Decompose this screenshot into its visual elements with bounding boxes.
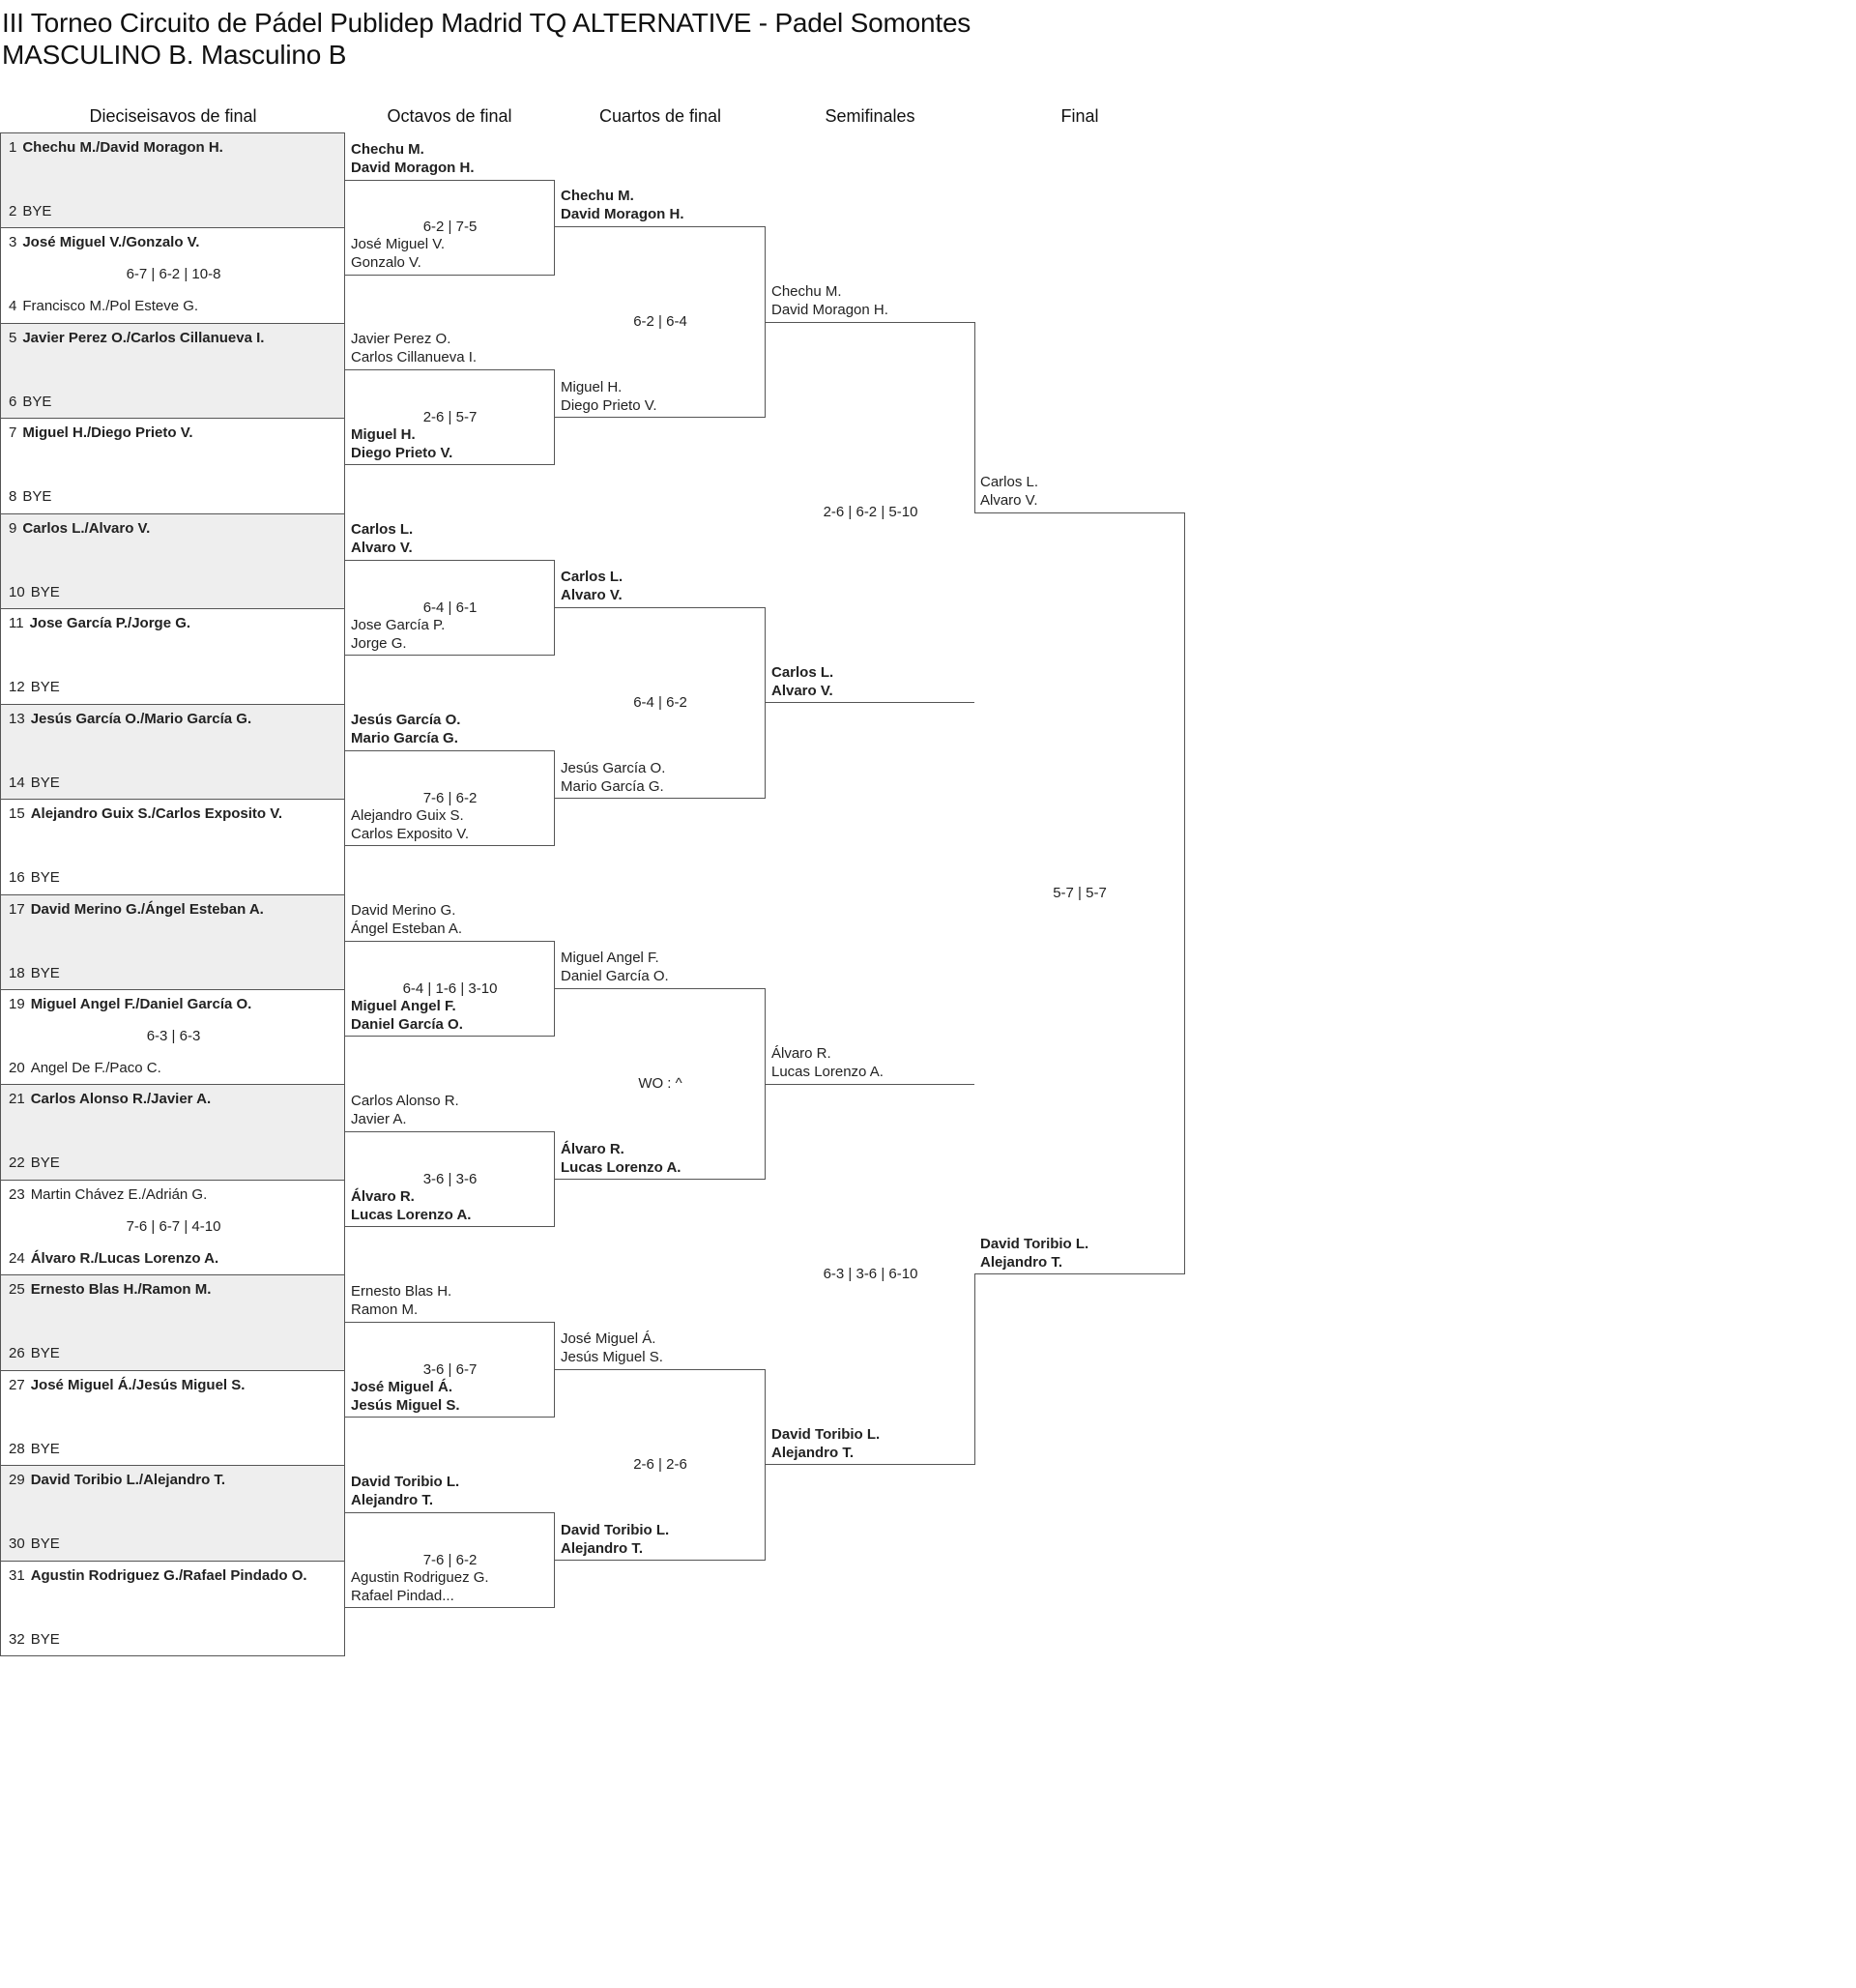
match-score: 3-6 | 3-6 (422, 1171, 478, 1187)
team-name: BYE (30, 869, 60, 886)
team-row[interactable] (9, 1060, 161, 1076)
team-name: Angel De F./Paco C. (30, 1060, 161, 1076)
team-name: BYE (30, 1535, 60, 1552)
team-name: David Toribio L./Alejandro T. (30, 1472, 226, 1488)
team-row[interactable] (9, 394, 51, 410)
player-name: Alejandro T. (980, 1254, 1063, 1271)
team-name: BYE (30, 1631, 60, 1648)
team-entry[interactable] (351, 1282, 451, 1319)
player-name: Miguel Angel F. (351, 998, 456, 1014)
match-score: 5-7 | 5-7 (1053, 885, 1107, 901)
team-entry[interactable] (351, 1378, 460, 1415)
match-r32[interactable] (0, 894, 345, 990)
team-row[interactable] (9, 1281, 211, 1298)
match-score: 7-6 | 6-2 (422, 790, 478, 806)
player-name: Alvaro V. (980, 492, 1038, 509)
team-name: Francisco M./Pol Esteve G. (22, 298, 199, 314)
match-r32[interactable] (0, 1370, 345, 1466)
match-score: 7-6 | 6-2 (422, 1552, 478, 1568)
player-name: Alejandro T. (351, 1492, 434, 1508)
player-name: David Toribio L. (980, 1236, 1089, 1252)
team-name: José Miguel V./Gonzalo V. (22, 234, 200, 250)
seed-number: 6 (9, 394, 17, 410)
team-row[interactable] (9, 488, 51, 505)
player-name: Ernesto Blas H. (351, 1283, 452, 1300)
team-name: Carlos L./Alvaro V. (22, 520, 151, 537)
seed-number: 19 (9, 996, 25, 1012)
team-row[interactable] (9, 615, 190, 631)
match-r32[interactable] (0, 799, 345, 895)
player-name: Miguel H. (351, 426, 416, 443)
team-entry[interactable] (771, 1425, 880, 1462)
player-name: Gonzalo V. (351, 254, 421, 271)
match-score: 2-6 | 5-7 (422, 409, 478, 425)
player-name: David Toribio L. (351, 1474, 460, 1490)
player-name: David Moragon H. (351, 160, 475, 176)
team-entry[interactable] (351, 330, 477, 366)
team-name: BYE (30, 775, 60, 791)
match-r32[interactable] (0, 704, 345, 800)
team-row[interactable] (9, 965, 60, 981)
team-entry[interactable] (561, 1330, 663, 1366)
player-name: Alejandro T. (771, 1445, 855, 1461)
player-name: Carlos L. (561, 569, 624, 585)
team-entry[interactable] (351, 235, 445, 272)
seed-number: 2 (9, 203, 17, 219)
player-name: Carlos Alonso R. (351, 1093, 459, 1109)
match-score: 6-2 | 7-5 (422, 219, 478, 235)
player-name: Jesús Miguel S. (561, 1349, 663, 1365)
team-entry[interactable] (351, 616, 445, 653)
seed-number: 23 (9, 1186, 25, 1203)
match-r32[interactable] (0, 418, 345, 514)
player-name: Alvaro V. (771, 683, 833, 699)
team-name: Ernesto Blas H./Ramon M. (30, 1281, 212, 1298)
player-name: Álvaro R. (771, 1045, 831, 1062)
team-name: BYE (30, 679, 60, 695)
player-name: José Miguel Á. (351, 1379, 453, 1395)
seed-number: 14 (9, 775, 25, 791)
player-name: Carlos L. (771, 664, 834, 681)
player-name: Jesús García O. (351, 712, 461, 728)
round-title: Dieciseisavos de final (89, 106, 257, 126)
team-row[interactable] (9, 234, 199, 250)
tournament-title: III Torneo Circuito de Pádel Publidep Madrid TQ ALTERNATIVE - Padel Somontes (2, 8, 972, 38)
match-r32[interactable] (0, 608, 345, 705)
team-row[interactable] (9, 1250, 218, 1267)
team-row[interactable] (9, 711, 251, 727)
team-entry[interactable] (561, 378, 657, 415)
match-r32[interactable] (0, 1180, 345, 1275)
team-entry[interactable] (351, 520, 413, 557)
seed-number: 13 (9, 711, 25, 727)
team-row[interactable] (9, 1535, 60, 1552)
match-score: 2-6 | 2-6 (633, 1456, 687, 1473)
player-name: David Merino G. (351, 902, 456, 919)
match-r32[interactable] (0, 323, 345, 419)
match-score: 7-6 | 6-7 | 4-10 (126, 1218, 221, 1235)
team-row[interactable] (9, 869, 60, 886)
player-name: Miguel Angel F. (561, 950, 659, 966)
round-title: Semifinales (825, 106, 915, 126)
match-r32[interactable] (0, 1465, 345, 1562)
player-name: Agustin Rodriguez G. (351, 1569, 489, 1586)
player-name: Jorge G. (351, 635, 407, 652)
seed-number: 22 (9, 1155, 25, 1171)
team-entry[interactable] (561, 949, 669, 985)
team-row[interactable] (9, 1186, 207, 1203)
match-score: WO : ^ (638, 1075, 682, 1092)
team-row[interactable] (9, 1091, 211, 1107)
team-entry[interactable] (351, 997, 463, 1034)
team-row[interactable] (9, 1441, 60, 1457)
seed-number: 3 (9, 234, 17, 250)
team-name: BYE (30, 1345, 60, 1361)
player-name: Alejandro T. (561, 1540, 644, 1557)
match-r32[interactable] (0, 227, 345, 324)
team-row[interactable] (9, 1472, 225, 1488)
player-name: Rafael Pindad... (351, 1588, 454, 1604)
team-row[interactable] (9, 996, 251, 1012)
player-name: Diego Prieto V. (561, 397, 657, 414)
player-name: Álvaro R. (561, 1141, 624, 1157)
player-name: Chechu M. (561, 188, 634, 204)
player-name: Mario García G. (561, 778, 664, 795)
player-name: Miguel H. (561, 379, 623, 395)
match-score: 6-2 | 6-4 (633, 313, 687, 330)
match-r32[interactable] (0, 1274, 345, 1371)
team-entry[interactable] (980, 1235, 1088, 1272)
team-entry[interactable] (771, 1044, 884, 1081)
team-name: BYE (30, 965, 60, 981)
team-name: Javier Perez O./Carlos Cillanueva I. (22, 330, 265, 346)
seed-number: 27 (9, 1377, 25, 1393)
match-r32[interactable] (0, 132, 345, 228)
seed-number: 4 (9, 298, 17, 314)
player-name: David Toribio L. (561, 1522, 670, 1538)
match-score: 6-3 | 6-3 (146, 1028, 201, 1044)
seed-number: 8 (9, 488, 17, 505)
match-score: 2-6 | 6-2 | 5-10 (823, 504, 918, 520)
player-name: José Miguel V. (351, 236, 446, 252)
team-entry[interactable] (351, 1568, 489, 1605)
team-entry[interactable] (561, 187, 684, 223)
team-name: Martin Chávez E./Adrián G. (30, 1186, 208, 1203)
player-name: Jesús García O. (561, 760, 666, 776)
seed-number: 15 (9, 805, 25, 822)
team-name: Alejandro Guix S./Carlos Exposito V. (30, 805, 283, 822)
player-name: David Moragon H. (561, 206, 684, 222)
round-title: Cuartos de final (598, 106, 722, 126)
team-row[interactable] (9, 203, 51, 219)
match-score: 6-3 | 3-6 | 6-10 (823, 1266, 918, 1282)
player-name: Mario García G. (351, 730, 458, 746)
team-name: Agustin Rodriguez G./Rafael Pindado O. (30, 1567, 307, 1584)
match-r32[interactable] (0, 513, 345, 609)
player-name: José Miguel Á. (561, 1330, 656, 1347)
player-name: Alvaro V. (351, 540, 413, 556)
seed-number: 11 (9, 615, 24, 631)
player-name: Lucas Lorenzo A. (771, 1064, 884, 1080)
team-row[interactable] (9, 1631, 60, 1648)
match-score: 6-4 | 1-6 | 3-10 (402, 980, 498, 997)
seed-number: 31 (9, 1567, 25, 1584)
player-name: Diego Prieto V. (351, 445, 453, 461)
seed-number: 16 (9, 869, 25, 886)
team-name: Álvaro R./Lucas Lorenzo A. (30, 1250, 219, 1267)
team-row[interactable] (9, 424, 192, 441)
player-name: David Moragon H. (771, 302, 888, 318)
player-name: Javier A. (351, 1111, 407, 1127)
seed-number: 26 (9, 1345, 25, 1361)
team-row[interactable] (9, 330, 264, 346)
player-name: Ramon M. (351, 1301, 419, 1318)
team-row[interactable] (9, 520, 150, 537)
player-name: Carlos L. (351, 521, 414, 538)
team-name: Chechu M./David Moragon H. (22, 139, 223, 156)
player-name: Daniel García O. (561, 968, 669, 984)
player-name: Alvaro V. (561, 587, 623, 603)
round-title: Final (1060, 106, 1099, 126)
team-row[interactable] (9, 1567, 307, 1584)
seed-number: 25 (9, 1281, 25, 1298)
team-name: David Merino G./Ángel Esteban A. (30, 901, 264, 918)
match-score: 6-4 | 6-1 (422, 599, 478, 616)
team-entry[interactable] (351, 425, 452, 462)
team-row[interactable] (9, 1345, 60, 1361)
player-name: Ángel Esteban A. (351, 921, 463, 937)
team-entry[interactable] (561, 1140, 681, 1177)
team-row[interactable] (9, 775, 60, 791)
seed-number: 18 (9, 965, 25, 981)
player-name: Chechu M. (351, 141, 424, 158)
seed-number: 24 (9, 1250, 25, 1267)
seed-number: 7 (9, 424, 17, 441)
player-name: Chechu M. (771, 283, 842, 300)
player-name: Lucas Lorenzo A. (561, 1159, 682, 1176)
round-title: Octavos de final (387, 106, 512, 126)
seed-number: 30 (9, 1535, 25, 1552)
team-entry[interactable] (351, 1092, 459, 1128)
match-r32[interactable] (0, 1084, 345, 1181)
team-name: BYE (22, 394, 52, 410)
seed-number: 5 (9, 330, 17, 346)
team-row[interactable] (9, 584, 60, 600)
team-name: BYE (22, 488, 52, 505)
player-name: Lucas Lorenzo A. (351, 1207, 472, 1223)
team-row[interactable] (9, 1155, 60, 1171)
team-entry[interactable] (351, 711, 460, 747)
team-entry[interactable] (561, 1521, 669, 1558)
seed-number: 29 (9, 1472, 25, 1488)
team-entry[interactable] (980, 473, 1038, 510)
team-entry[interactable] (561, 568, 623, 604)
team-row[interactable] (9, 805, 282, 822)
seed-number: 21 (9, 1091, 25, 1107)
team-row[interactable] (9, 298, 198, 314)
team-name: José Miguel Á./Jesús Miguel S. (30, 1377, 246, 1393)
player-name: Álvaro R. (351, 1188, 415, 1205)
match-score: 3-6 | 6-7 (422, 1361, 478, 1378)
team-entry[interactable] (771, 663, 833, 700)
team-row[interactable] (9, 139, 223, 156)
team-name: Miguel Angel F./Daniel García O. (30, 996, 252, 1012)
team-entry[interactable] (771, 282, 888, 319)
seed-number: 17 (9, 901, 25, 918)
seed-number: 28 (9, 1441, 25, 1457)
seed-number: 10 (9, 584, 25, 600)
seed-number: 9 (9, 520, 17, 537)
team-name: BYE (30, 1155, 60, 1171)
player-name: David Toribio L. (771, 1426, 881, 1443)
team-name: BYE (30, 1441, 60, 1457)
team-entry[interactable] (561, 759, 665, 796)
team-name: BYE (30, 584, 60, 600)
team-name: BYE (22, 203, 52, 219)
seed-number: 12 (9, 679, 25, 695)
player-name: Jose García P. (351, 617, 446, 633)
team-row[interactable] (9, 1377, 245, 1393)
player-name: Javier Perez O. (351, 331, 451, 347)
team-entry[interactable] (351, 806, 469, 843)
match-r32[interactable] (0, 1561, 345, 1656)
player-name: Daniel García O. (351, 1016, 463, 1033)
player-name: Carlos Exposito V. (351, 826, 470, 842)
player-name: Alejandro Guix S. (351, 807, 464, 824)
seed-number: 20 (9, 1060, 25, 1076)
team-name: Jose García P./Jorge G. (29, 615, 191, 631)
team-name: Jesús García O./Mario García G. (30, 711, 252, 727)
team-name: Miguel H./Diego Prieto V. (22, 424, 193, 441)
seed-number: 1 (9, 139, 17, 156)
team-entry[interactable] (351, 901, 462, 938)
player-name: Carlos L. (980, 474, 1039, 490)
team-row[interactable] (9, 901, 264, 918)
match-score: 6-7 | 6-2 | 10-8 (126, 266, 221, 282)
team-entry[interactable] (351, 140, 475, 177)
player-name: Carlos Cillanueva I. (351, 349, 478, 365)
match-r32[interactable] (0, 989, 345, 1085)
player-name: Jesús Miguel S. (351, 1397, 460, 1414)
team-entry[interactable] (351, 1187, 471, 1224)
team-name: Carlos Alonso R./Javier A. (30, 1091, 212, 1107)
seed-number: 32 (9, 1631, 25, 1648)
category-title: MASCULINO B. Masculino B (2, 40, 347, 70)
team-row[interactable] (9, 679, 60, 695)
match-score: 6-4 | 6-2 (633, 694, 687, 711)
team-entry[interactable] (351, 1473, 459, 1509)
